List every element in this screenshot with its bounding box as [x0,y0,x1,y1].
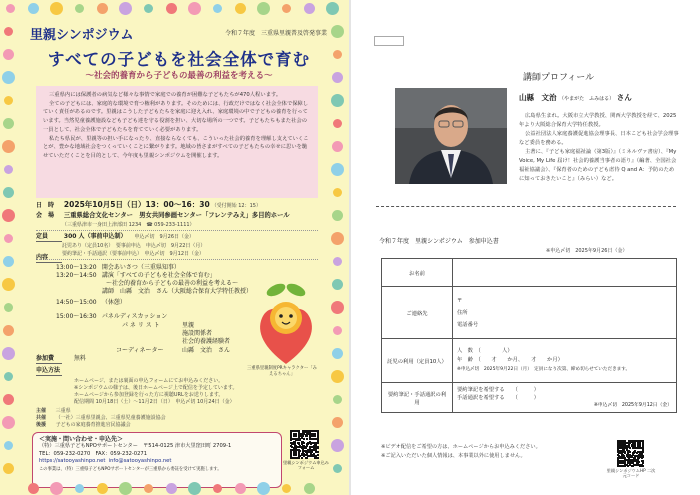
decor-dot [304,483,315,494]
qr-module [642,465,644,467]
form-title: 令和７年度 里親シンポジウム 参加申込書 [379,238,499,245]
decor-dot [333,464,342,473]
intro-panel [36,86,318,198]
speaker-bio [519,112,679,184]
decor-dot [3,394,14,405]
form-footnote: ※ご記入いただいた個人情報は、本事業以外に使用しません。 [381,453,526,459]
capacity-row [36,233,194,242]
support-deadline: ※申込〆切 2025年9月12日（金） [593,402,672,408]
decor-dot [257,2,270,15]
support-item: 手話通訳を希望する （ ） [457,394,540,401]
profile-heading: 講師プロフィール [523,73,595,83]
program-text: 講演「すべての子どもを社会全体で育む」 [101,272,216,279]
apply-line: 配信期間 10月18日（土）～11月2日（日） 申込〆切 10月24日（金） [74,399,235,405]
flyer-back [351,0,700,495]
program-time: 13:00～13:20 [56,264,97,271]
decor-dot [257,482,270,495]
childcare-ages: 年 齢 （ 才 か月、 才 か月） [457,357,563,363]
coop-label: 後援 [36,422,47,428]
program-text: 講師 山縣 文治 さん（大阪総合保育大学特任教授） [102,288,253,295]
fee-value: 無料 [73,355,86,362]
contact-mail[interactable]: info@satooyashinpo.net [108,458,172,465]
decor-dot [235,3,246,14]
decor-dot [6,4,15,13]
contact-title: ＜実施・問い合わせ・申込先＞ [39,436,124,443]
decor-dot [3,118,14,129]
program-item [56,299,126,307]
form-footnote: ※ビデオ配信をご希望の方は、ホームページからお申込みください。 [381,444,541,450]
apply-line: ※シンポジウムの様子は、後日ホームページ上で配信を予定しています。 [74,385,238,391]
cohost-label: 共催 [36,415,47,421]
name-field[interactable] [453,259,677,287]
program-text: （休憩） [101,299,126,306]
support-label: 要約筆記・手話通訳の利用 [382,383,453,413]
organizer-line: 令和７年度 三重県里親普及啓発事業 [224,30,327,37]
childcare-deadline: ※申込〆切 2025年9月22日（月） 定員になり次第、締め切らせていただきます。 [457,367,631,372]
qr-module [632,465,634,467]
decor-dot [4,303,13,312]
decor-dot [332,417,343,428]
decor-dot [144,4,153,13]
address-label: 住所 [457,309,468,316]
decor-dot [304,3,315,14]
qr-module [627,465,629,467]
contact-note: この事業は、（特）三重県子どもNPOサポートセンターが三重県から委託を受けて実施します。 [39,466,222,472]
coop-row [36,421,131,429]
speaker-reading: （やまがた ふみはる） [559,96,615,102]
venue-row [36,212,290,220]
decor-dot [4,165,13,174]
capacity-value: 300 人（事前申込制） [63,233,127,240]
qr-module [306,457,308,459]
decor-dot [3,325,14,336]
contact-field[interactable] [453,287,677,339]
qr-code[interactable] [290,430,318,458]
form-qr-caption: 里親シンポジウムHP 二次元コード [606,468,656,478]
reception-note: （受付開始 12：15） [211,203,261,209]
name-label: お名前 [382,259,453,287]
decor-dot [331,94,344,107]
decor-dot [282,484,291,493]
decor-dot [28,483,39,494]
bio-paragraph: 公益社団法人家庭養護促進協会理事長、日本こども社会学会理事など委員を務める。 [519,131,679,146]
decor-dot [331,370,344,383]
event-date: 2025年10月5日（日）13：00～16：30 [63,200,210,209]
decor-dot [144,484,153,493]
contact-url[interactable]: https://satooyashinpo.net [39,458,106,465]
speaker-honorific: さん [616,93,632,102]
intro-paragraph: 三重県内には保護者の病気など様々な事情で家庭での養育が困難な子どもたちが470人程います。 [49,92,282,98]
venue-name: 三重県総合文化センター 男女共同参画センター「フレンテみえ」多目的ホール [63,212,290,219]
program-text: パネルディスカッション [101,313,168,320]
qr-caption: 里親シンポジウム申込みフォーム [283,460,329,470]
apply-row [36,367,62,376]
program-item [56,313,167,321]
childcare-persons: 人 数 （ 人） [457,348,513,354]
decor-dot [332,210,343,221]
mascot-caption: 三重県里親制度PRキャラクター「みえるちゃん」 [247,366,317,377]
decor-dot [188,2,201,15]
program-time: 13:20～14:50 [56,272,97,279]
program-item [102,288,252,296]
cut-line [376,206,676,207]
decor-dot [119,2,132,15]
decor-dot [332,348,343,359]
contact-org: （特）三重県子どもNPOサポートセンター 〒514-0125 津市大里窪田町 2709-1 [39,443,232,450]
program-item [56,272,216,280]
decor-dot [50,2,63,15]
qr-code[interactable] [617,440,643,466]
qr-module [317,457,319,459]
coordinator-name: 山縣 文治 さん [182,347,231,354]
decor-dot [2,416,15,429]
decor-dot [4,27,13,36]
decor-dot [332,141,343,152]
main-title: すべての子どもを社会全体で育む [47,50,311,69]
childcare-field[interactable] [453,339,677,383]
decor-dot [3,49,14,60]
decor-dot [97,483,108,494]
decor-dot [3,256,14,267]
decor-dot [333,50,342,59]
decor-dot [4,441,13,450]
decor-dot [188,482,201,495]
apply-line: ホームページ、または裏面の申込フォームにてお申込みください。 [74,378,224,384]
contact-tel: TEL：059-232-0270 FAX：059-232-0271 [39,450,148,457]
postal-label: 〒 [457,297,463,304]
speaker-name: 山縣 文治 [519,93,557,102]
contact-label: ご連絡先 [382,287,453,339]
divider [36,259,318,260]
venue-label: 会 場 [36,212,55,219]
program-time: 14:50～15:00 [56,299,97,306]
decor-dot [75,4,84,13]
support-field[interactable] [453,383,677,413]
decor-dot [333,119,342,128]
decor-dot [97,3,108,14]
decor-dot [2,347,15,360]
decor-dot [4,96,13,105]
decor-dot [3,187,14,198]
panelist: 里親 [182,322,195,329]
application-form [381,258,677,413]
intro-paragraph: 私たち県民が、里親等の担い手になったり、直接ならなくても、こういった社会的養育を理解し支えていくことが、豊かな地域社会をつくっていくことに繋がります。地域の皆さまがすべての子どもたちの幸せに思いを馳せていただくことを目的として、今年度も里親シンポジウムを開催します。 [43,135,309,159]
decor-dot [331,163,344,176]
apply-line: ホームページから参加登録を行った方に視聴URLをお送りします。 [74,392,224,398]
decor-dot [333,188,342,197]
decor-dot [4,372,13,381]
decor-dot [331,439,344,452]
venue-address: （三重県津市一身田上津部田 1234 ☎ 059-233-1111） [62,222,195,228]
decor-dot [2,71,15,84]
interpreter-note: 要約筆記・手話通訳（要事前申込） 申込〆切 9月12日（金） [62,251,205,257]
flyer-front [0,0,349,495]
panelist: 施設関係者 [182,330,213,337]
brand-title: 里親シンポジウム [30,28,134,43]
decor-dot [2,209,15,222]
capacity-deadline: 申込〆切 9月26日（金） [134,234,195,240]
host-value: 三重県 [55,408,71,414]
fee-label: 参加費 [36,355,62,364]
decor-dot [2,140,15,153]
decor-dot [166,483,177,494]
decor-dot [333,395,342,404]
placeholder-box [374,36,404,46]
decor-dot [332,279,343,290]
childcare-label: 託児の利用（定員10人） [382,339,453,383]
decor-dot [282,4,291,13]
form-deadline: ※申込〆切 2025年9月26日（金） [546,248,628,254]
host-label: 主催 [36,408,47,414]
capacity-label: 定員 [36,233,62,242]
decor-dot [326,2,339,15]
decor-dot [331,25,344,38]
decor-dot [333,257,342,266]
decor-dot [235,483,246,494]
program-text: ～社会的養育から子どもの最善の利益を考える～ [106,280,239,287]
decor-dot [213,484,222,493]
decor-dot [166,3,177,14]
program-item [56,264,180,272]
decor-dot [28,3,39,14]
decor-dot [119,482,132,495]
program-text: 開会あいさつ（三重県知事） [101,264,180,271]
coop-value: 子どもの家庭養育推進官民協議会 [55,422,131,428]
decor-dot [331,232,344,245]
date-row [36,201,261,210]
program-time: 15:00～16:30 [56,313,97,320]
subtitle: ～社会的養育から子どもの最善の利益を考える～ [85,71,273,81]
content-label: 内容 [36,254,62,263]
decor-dot [331,301,344,314]
phone-label: 電話番号 [457,321,479,328]
panelist: 社会的養護経験者 [182,338,231,345]
divider [36,230,318,231]
mascot-leaf-icon [265,281,307,299]
decor-dot [332,72,343,83]
panelists-label: パ ネ リ ス ト [122,322,160,329]
decor-dot [213,4,222,13]
decor-dot [50,482,63,495]
speaker-photo [395,88,507,184]
apply-label: 申込方法 [36,367,61,374]
intro-paragraph: 全ての子どもには、家庭的な環境で育つ権利があります。そのためには、行政だけではなく社会全体で保障していく責任があるのです。里親はこうした子どもたちを家庭に迎え入れ、家庭環境の中で子どもの養育を行っています。当然児童養護施設なども子ども達を守る役割を担い、大切な場所の一つです。子どもたちもまた社会の一員として、社会全体で子どもたちを育てていく必要があります。 [43,100,309,133]
cohost-value: （一社）三重県里親会、三重県児童養護施設協会 [55,415,166,421]
program-item [106,280,238,288]
mascot-mieru-chan [254,280,318,364]
bio-paragraph: 広島県生まれ。大阪市立大学教授、関西大学教授を経て、2025年より大阪総合保育大学特任教授。 [519,113,677,128]
decor-dot [75,484,84,493]
bio-paragraph: 主著に、『子ども家庭福祉論（第3版）』（ミネルヴァ書房）、『My Voice, My Life 届け！社会的養護当事者の語り』（編著、全国社会福祉協議会）、『保育者のための子ども虐待 Q and A：予防のために知っておきたいこと』（みらい）など。 [519,149,677,182]
decor-dot [2,278,15,291]
decor-dot [333,326,342,335]
childcare-note: 託児あり（定員10名） 要事前申込 申込〆切 9月22日（月） [62,243,206,249]
content-row [36,254,62,263]
speaker-name-line [519,92,632,103]
support-item: 要約筆記を希望する （ ） [457,386,540,393]
qr-module [301,457,303,459]
contact-box [32,432,282,488]
coordinator-label: コーディネーター [116,347,164,354]
date-label: 日 時 [36,202,55,209]
fee-row [36,355,86,364]
decor-dot [4,234,13,243]
decor-dot [3,463,14,474]
